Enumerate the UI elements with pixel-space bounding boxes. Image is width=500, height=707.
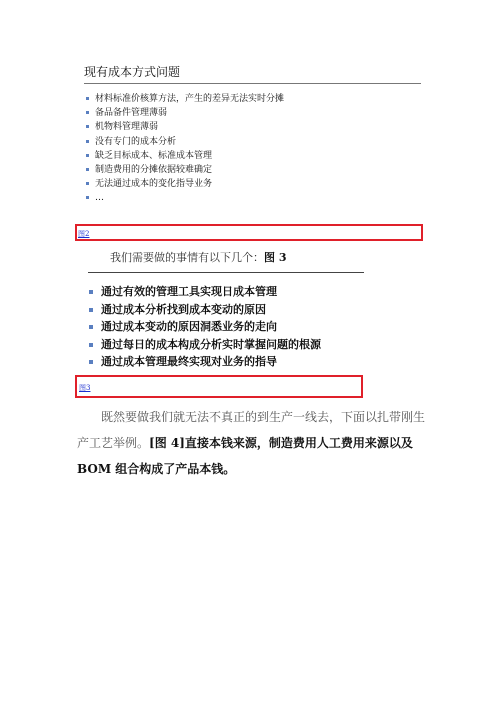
list-item: 机物料管理薄弱: [86, 120, 284, 134]
list-item: …: [86, 191, 284, 205]
list-item: 制造费用的分摊依据较难确定: [86, 163, 284, 177]
list-item: 无法通过成本的变化指导业务: [86, 177, 284, 191]
bullet-icon: [89, 308, 93, 312]
figure2-highlight-box: [75, 224, 423, 241]
figure2-divider: [84, 83, 421, 84]
figure3-highlight-box: [75, 375, 363, 398]
list-item: 通过每日的成本构成分析实时掌握问题的根源: [89, 336, 321, 354]
bullet-icon: [86, 196, 89, 199]
list-item: 材料标准价核算方法，产生的差异无法实时分摊: [86, 92, 284, 106]
bullet-icon: [89, 290, 93, 294]
bullet-icon: [89, 325, 93, 329]
bullet-icon: [89, 360, 93, 364]
bullet-icon: [86, 154, 89, 157]
figure2-link[interactable]: 图2: [78, 230, 90, 238]
body-paragraph: 既然要做我们就无法不真正的到生产一线去，下面以扎带刚生产工艺举例。[图 4]直接本钱来源，制造费用人工费用来源以及 BOM 组合构成了产品本钱。: [77, 410, 426, 476]
list-item: 通过有效的管理工具实现日成本管理: [89, 283, 321, 301]
bullet-icon: [86, 168, 89, 171]
list-item: 备品备件管理薄弱: [86, 106, 284, 120]
list-item: 缺乏目标成本、标准成本管理: [86, 149, 284, 163]
list-item: 通过成本管理最终实现对业务的指导: [89, 353, 321, 371]
figure3-divider: [88, 272, 364, 273]
figure3-task-list: [89, 283, 321, 371]
intro-sentence: 我们需要做的事情有以下几个：图 3: [110, 251, 287, 264]
list-item: 没有专门的成本分析: [86, 135, 284, 149]
figure2-issue-list: [86, 92, 284, 206]
bullet-icon: [86, 125, 89, 128]
list-item: 通过成本变动的原因洞悉业务的走向: [89, 318, 321, 336]
bullet-icon: [86, 140, 89, 143]
bullet-icon: [86, 97, 89, 100]
list-item: 通过成本分析找到成本变动的原因: [89, 301, 321, 319]
figure2-title: 现有成本方式问题: [84, 65, 181, 79]
bullet-icon: [89, 343, 93, 347]
figure3-reference: 图 3: [264, 251, 287, 264]
bullet-icon: [86, 182, 89, 185]
bullet-icon: [86, 111, 89, 114]
figure4-statement: [图 4]直接本钱来源，制造费用人工费用来源以及 BOM 组合构成了产品本钱。: [77, 436, 413, 476]
figure3-link[interactable]: 图3: [79, 384, 91, 392]
